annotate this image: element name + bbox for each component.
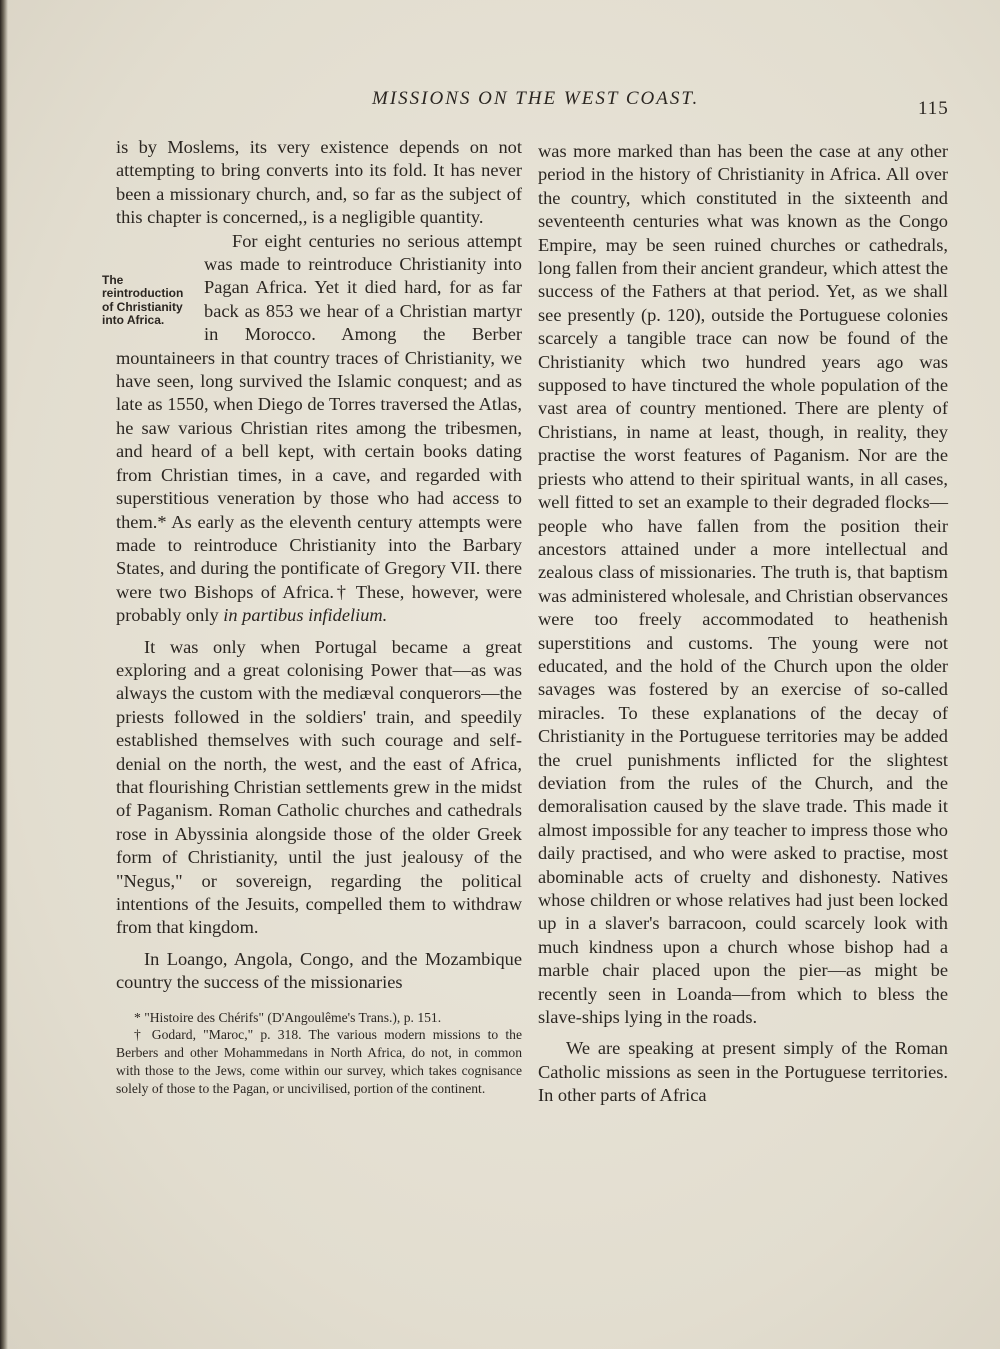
- paragraph: was more marked than has been the case at any other period in the history of Christianity in Africa. All over the country, which constituted in the sixteenth and seventeenth centuries what was known as the Congo Empire, may be seen ruined churches or cathedrals, long fallen from their ancient grandeur, which attest the success of the Fathers at that period. Yet, as we shall see presently (p. 120), outside the Portuguese colonies scarcely a tangible trace can now be found of the Christianity which two hundred years ago was supposed to have tinctured the whole population of the vast area of country mentioned. There are plenty of Christians, in name at least, though, in reality, they practise the worst features of Paganism. Nor are the priests who attend to their spiritual wants, in all cases, well fitted to set an example to their degraded flocks—people who have fallen from the position their ancestors attained under a more intellectual and zealous class of missionaries. The truth is, that baptism was administered wholesale, and Christian observances were too freely accommodated to heathenish superstitions and customs. The young were not educated, and the hold of the Church upon the older savages was fostered by an exercise of so-called miracles. To these explanations of the decay of Christianity in the Portuguese territories may be added the cruel punishments inflicted for the slightest deviation from the rules of the Church, and the demoralisation caused by the slave trade. This made it almost impossible for any teacher to impress those who daily practised, and who were asked to practise, most abominable acts of cruelty and dishonesty. Natives whose children or whose relatives had just been locked up in a slaver's barracoon, could scarcely look with much kindness upon a church whose bishop had a marble chair placed upon the pier—as might be recently seen in Loanda—from which to bless the slave-ships lying in the roads.: [538, 141, 948, 1028]
- paragraph: is by Moslems, its very existence depends on not attempting to bring converts into its fold. It has never been a missionary church, and, so far as the subject of this chapter is concerned,, is a negligible quantity.: [116, 137, 522, 228]
- footnotes: [116, 1009, 522, 1098]
- footnote: † Godard, "Maroc," p. 318. The various modern missions to the Berbers and other Mohammedans in North Africa, do not, in common with those to the Jews, come within our survey, which takes cognisance solely of those to the Pagan, or uncivilised, portion of the continent.: [116, 1027, 522, 1096]
- running-header: MISSIONS ON THE WEST COAST.: [372, 88, 700, 109]
- paragraph: It was only when Portugal became a great exploring and a great colonising Power that—as was always the custom with the mediæval conquerors—the priests followed in the soldiers' train, and speedily established themselves with such courage and self-denial on the north, the west, and the east of Africa, that flourishing Christian settlements grew in the midst of Paganism. Roman Catholic churches and cathedrals rose in Abyssinia alongside those of the older Greek form of Christianity, until the just jealousy of the "Negus," or sovereign, regarding the political intentions of the Jesuits, compelled them to withdraw from that kingdom.: [116, 636, 522, 938]
- binding-edge: [0, 0, 8, 1349]
- paragraph: In Loango, Angola, Congo, and the Mozambique country the success of the missionaries: [116, 948, 522, 993]
- paragraph: We are speaking at present simply of the Roman Catholic missions as seen in the Portuguese territories. In other parts of Africa: [538, 1038, 948, 1106]
- left-column: [102, 136, 522, 1098]
- footnote: * "Histoire des Chérifs" (D'Angoulême's Trans.), p. 151.: [134, 1009, 442, 1025]
- italic-phrase: in partibus infidelium.: [223, 605, 388, 626]
- right-column: [538, 140, 948, 1108]
- page-number: 115: [918, 98, 949, 119]
- paragraph-text: For eight centuries no serious attempt was made to reintroduce Christianity into Pagan Africa. Yet it died hard, for as far back as 853 we hear of a Christian martyr in Morocco. Among the Berber mountaineers in that country traces of Christianity, we have seen, long survived the Islamic conquest; and as late as 1550, when Diego de Torres traversed the Atlas, he saw various Christian rites among the tribesmen, and heard of a bell kept, with certain books dating from Christian times, in a cave, and regarded with superstitious veneration by those who had access to them.* As early as the eleventh century attempts were made to reintroduce Christianity into the Barbary States, and during the pontificate of Gregory VII. there were two Bishops of Africa.† These, however, were probably only: [116, 230, 522, 626]
- paragraph: [102, 230, 522, 628]
- margin-note: The reintroduction of Christianity into Africa.: [102, 272, 184, 328]
